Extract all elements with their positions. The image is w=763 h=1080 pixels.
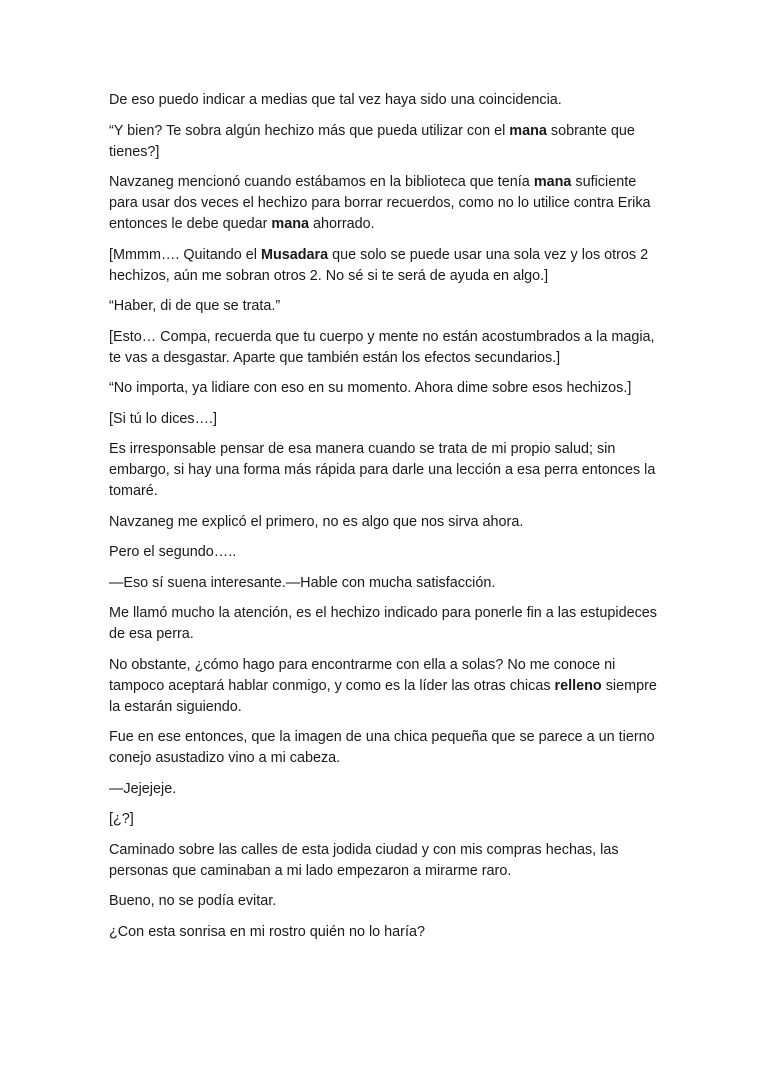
- paragraph: [109, 512, 657, 533]
- text-run: Me llamó mucho la atención, es el hechizo indicado para ponerle fin a las estupideces de esa perra.: [109, 605, 657, 642]
- text-run: suficiente para usar dos veces el hechizo para borrar recuerdos, como no lo utilice contra Erika entonces le debe quedar: [109, 174, 651, 232]
- bold-term: relleno: [554, 677, 602, 694]
- text-run: [Si tú lo dices….]: [109, 410, 217, 427]
- text-run: [Mmmm…. Quitando el: [109, 246, 261, 263]
- text-run: ¿Con esta sonrisa en mi rostro quién no lo haría?: [109, 923, 425, 940]
- paragraph: [109, 296, 657, 317]
- paragraph: [109, 327, 657, 369]
- paragraph: [109, 573, 657, 594]
- paragraph: [109, 840, 657, 882]
- bold-term: mana: [533, 174, 572, 190]
- text-run: “Haber, di de que se trata.”: [109, 298, 281, 314]
- text-run: Navzaneg me explicó el primero, no es algo que nos sirva ahora.: [109, 513, 524, 530]
- text-run: Es irresponsable pensar de esa manera cuando se trata de mi propio salud; sin embargo, si hay una forma más rápida para darle una lección a esa perra entonces la tomaré.: [109, 441, 656, 499]
- text-run: ahorrado.: [309, 216, 375, 232]
- paragraph: [109, 603, 657, 645]
- text-run: “Y bien? Te sobra algún hechizo más que pueda utilizar con el: [109, 122, 510, 139]
- text-run: —Eso sí suena interesante.—Hable con mucha satisfacción.: [109, 574, 496, 591]
- text-run: “No importa, ya lidiare con eso en su momento. Ahora dime sobre esos hechizos.]: [109, 380, 632, 396]
- text-run: Bueno, no se podía evitar.: [109, 893, 277, 909]
- bold-term: mana: [271, 216, 310, 232]
- bold-term: mana: [509, 122, 547, 139]
- text-run: que solo se puede usar una sola vez y los otros 2 hechizos, aún me sobran otros 2. No sé si te será de ayuda en algo.]: [109, 246, 649, 284]
- text-run: sobrante que tienes?]: [109, 122, 635, 160]
- document-body: [109, 90, 657, 952]
- paragraph: [109, 779, 657, 800]
- text-run: [¿?]: [109, 811, 134, 827]
- text-run: Caminado sobre las calles de esta jodida ciudad y con mis compras hechas, las personas que caminaban a mi lado empezaron a mirarme raro.: [109, 841, 619, 879]
- paragraph: [109, 121, 657, 163]
- text-run: Pero el segundo…..: [109, 544, 237, 560]
- paragraph: [109, 90, 657, 111]
- text-run: Navzaneg mencionó cuando estábamos en la biblioteca que tenía: [109, 174, 534, 190]
- paragraph: [109, 655, 657, 718]
- text-run: Fue en ese entonces, que la imagen de una chica pequeña que se parece a un tierno conejo asustadizo vino a mi cabeza.: [109, 729, 655, 766]
- text-run: —Jejejeje.: [109, 780, 177, 797]
- paragraph: [109, 409, 657, 430]
- paragraph: [109, 245, 657, 287]
- text-run: siempre la estarán siguiendo.: [109, 677, 657, 715]
- text-run: No obstante, ¿cómo hago para encontrarme con ella a solas? No me conoce ni tampoco aceptará hablar conmigo, y como es la líder las otras chicas: [109, 656, 616, 694]
- bold-term: Musadara: [260, 246, 329, 263]
- paragraph: [109, 439, 657, 502]
- paragraph: [109, 542, 657, 563]
- paragraph: [109, 809, 657, 830]
- paragraph: [109, 727, 657, 769]
- paragraph: [109, 378, 657, 399]
- paragraph: [109, 891, 657, 912]
- text-run: De eso puedo indicar a medias que tal vez haya sido una coincidencia.: [109, 92, 562, 108]
- paragraph: [109, 172, 657, 235]
- paragraph: [109, 922, 657, 943]
- text-run: [Esto… Compa, recuerda que tu cuerpo y mente no están acostumbrados a la magia, te vas a desgastar. Aparte que también están los efectos secundarios.]: [109, 328, 655, 366]
